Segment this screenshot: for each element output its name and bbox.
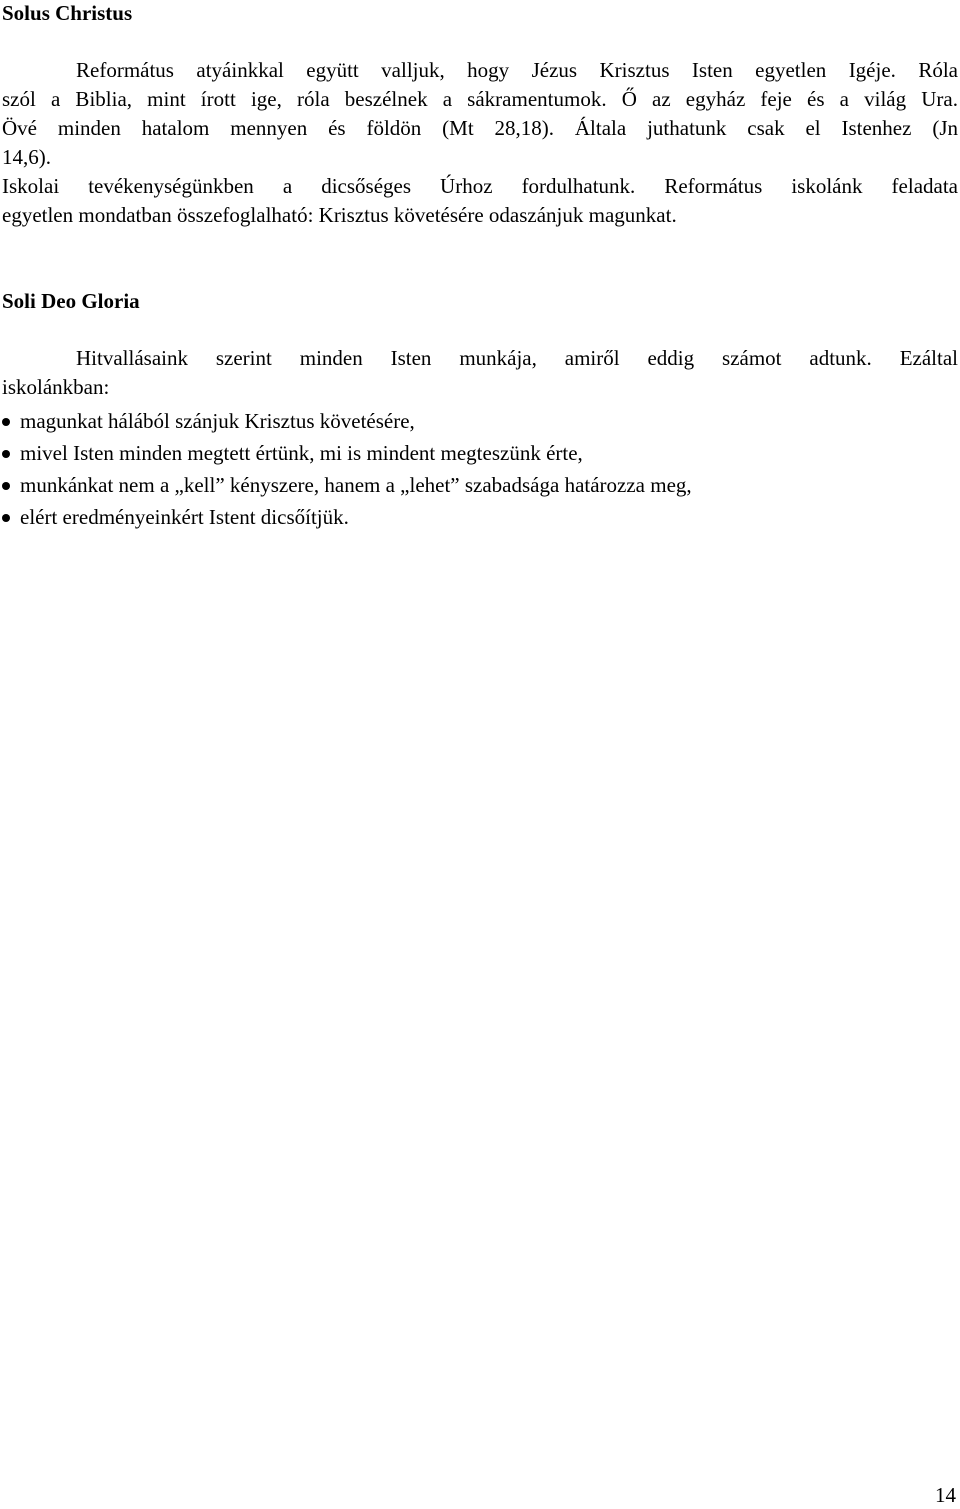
text-line: 14,6). <box>2 145 51 169</box>
text-line: Hitvallásaink szerint minden Isten munkája, amiről eddig számot adtunk. Ezáltal <box>76 346 958 370</box>
text-line: iskolánkban: <box>2 375 110 399</box>
text-line: Református atyáinkkal együtt valljuk, hogy Jézus Krisztus Isten egyetlen Igéje. Róla <box>76 58 958 82</box>
section-heading-soli-deo-gloria: Soli Deo Gloria <box>2 289 140 313</box>
text-line: szól a Biblia, mint írott ige, róla beszélnek a sákramentumok. Ő az egyház feje és a világ Ura. <box>2 87 958 111</box>
text-line: Övé minden hatalom mennyen és földön (Mt 28,18). Általa juthatunk csak el Istenhez (Jn <box>2 116 958 140</box>
list-item <box>2 437 942 469</box>
list-item-text: elért eredményeinkért Istent dicsőítjük. <box>20 505 349 529</box>
list-item-text: mivel Isten minden megtett értünk, mi is mindent megteszünk érte, <box>20 441 583 465</box>
text-line: Iskolai tevékenységünkben a dicsőséges Úrhoz fordulhatunk. Református iskolánk feladata <box>2 174 958 198</box>
bullet-icon <box>2 418 10 426</box>
list-item <box>2 405 942 437</box>
paragraph-solus-christus <box>2 56 958 172</box>
list-item <box>2 469 942 501</box>
list-item-text: magunkat hálából szánjuk Krisztus követésére, <box>20 409 415 433</box>
section-heading-solus-christus: Solus Christus <box>2 1 133 25</box>
paragraph-school-activity <box>2 172 958 230</box>
list-item <box>2 501 942 533</box>
page-number: 14 <box>935 1483 956 1507</box>
paragraph-soli-deo-gloria <box>2 344 958 402</box>
bullet-icon <box>2 482 10 490</box>
bullet-list <box>2 405 942 533</box>
text-line: egyetlen mondatban összefoglalható: Krisztus követésére odaszánjuk magunkat. <box>2 203 677 227</box>
list-item-text: munkánkat nem a „kell” kényszere, hanem a „lehet” szabadsága határozza meg, <box>20 473 692 497</box>
bullet-icon <box>2 450 10 458</box>
bullet-icon <box>2 514 10 522</box>
